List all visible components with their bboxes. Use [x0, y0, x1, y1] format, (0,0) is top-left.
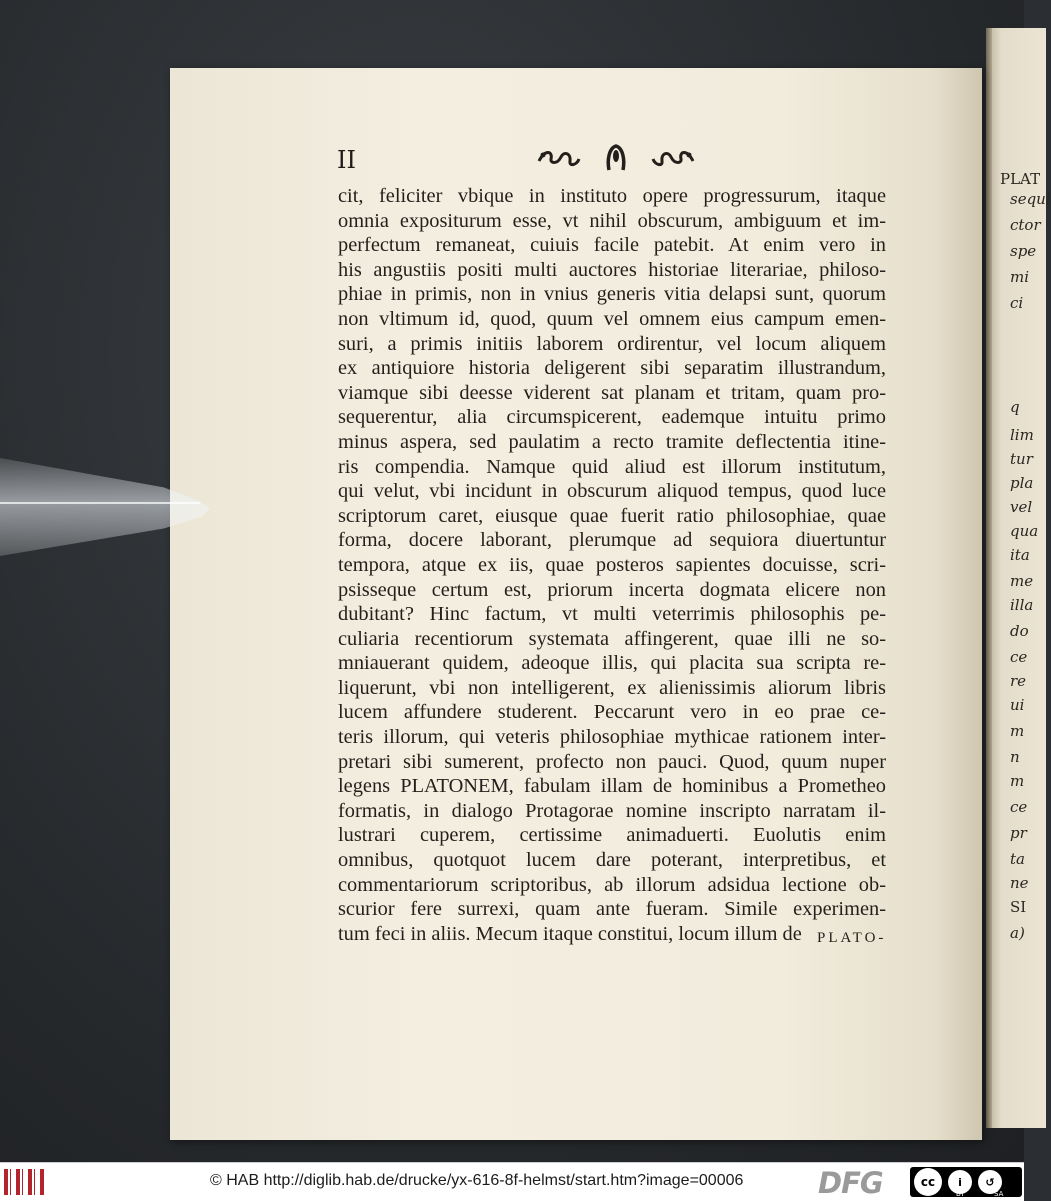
sa-icon: ↺: [978, 1170, 1002, 1194]
facing-page-fragment: a): [1010, 924, 1025, 942]
text-line: teris illorum, qui veteris philosophiae mythicae rationem inter-: [338, 726, 886, 749]
facing-page-fragment: m: [1010, 772, 1025, 790]
facing-page-fragment: ctor: [1010, 216, 1041, 234]
page-header: [337, 146, 897, 180]
text-line: ex antiquiore historia deligerent sibi separatim illustrandum,: [338, 357, 886, 380]
page-number: II: [337, 146, 356, 174]
facing-page-fragment: pr: [1010, 824, 1027, 842]
text-line: suri, a primis initiis laborem ordirentur, vel locum aliquem: [338, 332, 886, 355]
text-line: qui velut, vbi incidunt in obscurum aliquod tempus, quod luce: [338, 480, 886, 503]
license-sa-label: SA: [994, 1190, 1004, 1198]
text-line: legens PLATONEM, fabulam illam de hominibus a Prometheo: [338, 775, 886, 798]
text-line: culiaria recentiorum systemata affingerent, quae illi ne so-: [338, 627, 886, 650]
text-line: dubitant? Hinc factum, vt multi veterrimis philosophis pe-: [338, 603, 886, 626]
facing-page-fragment: vel: [1010, 498, 1033, 516]
text-line: his angustiis positi multi auctores historiae literariae, philoso-: [338, 258, 886, 281]
facing-page-fragment: ui: [1010, 696, 1025, 714]
facing-page-fragment: lim: [1010, 426, 1034, 444]
facing-page-fragment: ita: [1010, 546, 1030, 564]
text-line: lustrari cuperem, certissime animaduerti. Euolutis enim: [338, 824, 886, 847]
facing-page-fragment: q: [1010, 398, 1020, 416]
text-line: ris compendia. Namque quid aliud est illorum institutum,: [338, 455, 886, 478]
text-line: omnibus, quotquot lucem dare poterant, interpretibus, et: [338, 849, 886, 872]
text-line: tum feci in aliis. Mecum itaque constitui, locum illum de: [338, 922, 802, 945]
ornament-center-icon: [603, 144, 629, 172]
text-line: scurior fere surrexi, quam ante fueram. Simile experimen-: [338, 898, 886, 921]
facing-page-fragment: sequi: [1010, 190, 1051, 208]
ornament-left-icon: [537, 147, 581, 169]
facing-page-fragment: n: [1010, 748, 1020, 766]
cc-icon: cc: [914, 1168, 942, 1196]
hab-logo-icon[interactable]: [4, 1169, 44, 1195]
facing-page-fragment: qua: [1010, 522, 1039, 540]
facing-page-fragment: ce: [1010, 798, 1028, 816]
text-line: minus aspera, sed paulatim a recto tramite deflectentia itine-: [338, 430, 886, 453]
text-line: forma, docere laborant, plerumque ad sequiora diuertuntur: [338, 529, 886, 552]
page-gutter-shadow: [986, 28, 992, 1128]
facing-page-fragment: me: [1010, 572, 1034, 590]
facing-page-fragment: do: [1010, 622, 1029, 640]
text-line: mniauerant quidem, adeoque illis, qui placita sua scripta re-: [338, 652, 886, 675]
text-line: phiae in primis, non in vnius generis vitia delapsi sunt, quorum: [338, 283, 886, 306]
source-credit-link[interactable]: © HAB http://diglib.hab.de/drucke/yx-616-8f-helmst/start.htm?image=00006: [210, 1172, 744, 1189]
text-line: formatis, in dialogo Protagorae nomine inscripto narratam il-: [338, 799, 886, 822]
text-line: viamque sibi deesse viderent sat planam et tritam, quam pro-: [338, 381, 886, 404]
cc-license-badge[interactable]: [910, 1167, 1022, 1197]
facing-page-fragment: re: [1010, 672, 1027, 690]
dfg-logo[interactable]: DFG: [818, 1166, 883, 1200]
facing-page-fragment: ne: [1010, 874, 1029, 892]
facing-page-fragment: tur: [1010, 450, 1033, 468]
facing-page-fragment: SI: [1010, 898, 1027, 916]
text-line: lucem affundere studerent. Peccarunt vero in eo prae ce-: [338, 701, 886, 724]
license-by-label: BY: [956, 1190, 965, 1198]
text-line: perfectum remaneat, cuiuis facile patebit. At enim vero in: [338, 234, 886, 257]
facing-page-fragment: ci: [1010, 294, 1024, 312]
facing-page-fragment: m: [1010, 722, 1025, 740]
text-line: commentariorum scriptoribus, ab illorum adsidua lectione ob-: [338, 873, 886, 896]
main-text-block: [338, 184, 886, 946]
ornament-right-icon: [651, 147, 695, 169]
header-ornament-icon: [537, 144, 695, 172]
facing-page-fragment: ta: [1010, 850, 1025, 868]
text-line: scriptorum caret, eiusque quae fuerit ratio philosophiae, quae: [338, 504, 886, 527]
catchword: PLATO-: [817, 930, 887, 946]
text-line: pretari sibi sumerent, profecto non pauci. Quod, quum nuper: [338, 750, 886, 773]
facing-page-fragment: pla: [1010, 474, 1034, 492]
facing-page-fragment: ce: [1010, 648, 1028, 666]
footer-bar: [0, 1162, 1024, 1201]
facing-page-fragment: mi: [1010, 268, 1030, 286]
text-line: liquerunt, vbi non intelligerent, ex alienissimis aliorum libris: [338, 676, 886, 699]
by-icon: i: [948, 1170, 972, 1194]
text-line: psisseque certum est, priorum incerta dogmata elicere non: [338, 578, 886, 601]
facing-page-fragment: illa: [1010, 596, 1034, 614]
facing-page-fragment: PLAT: [1000, 170, 1041, 188]
text-line: sequerentur, alia circumspicerent, eademque intuitu primo: [338, 406, 886, 429]
facing-page-fragment: spe: [1010, 242, 1037, 260]
text-line: cit, feliciter vbique in instituto opere progressurum, itaque: [338, 185, 886, 207]
text-line: omnia expositurum esse, vt nihil obscurum, ambiguum et im-: [338, 209, 886, 232]
text-line: tempora, atque ex iis, quae posteros sapientes docuisse, scri-: [338, 553, 886, 576]
text-line: non vltimum id, quod, quum vel omnem eius campum emen-: [338, 307, 886, 330]
